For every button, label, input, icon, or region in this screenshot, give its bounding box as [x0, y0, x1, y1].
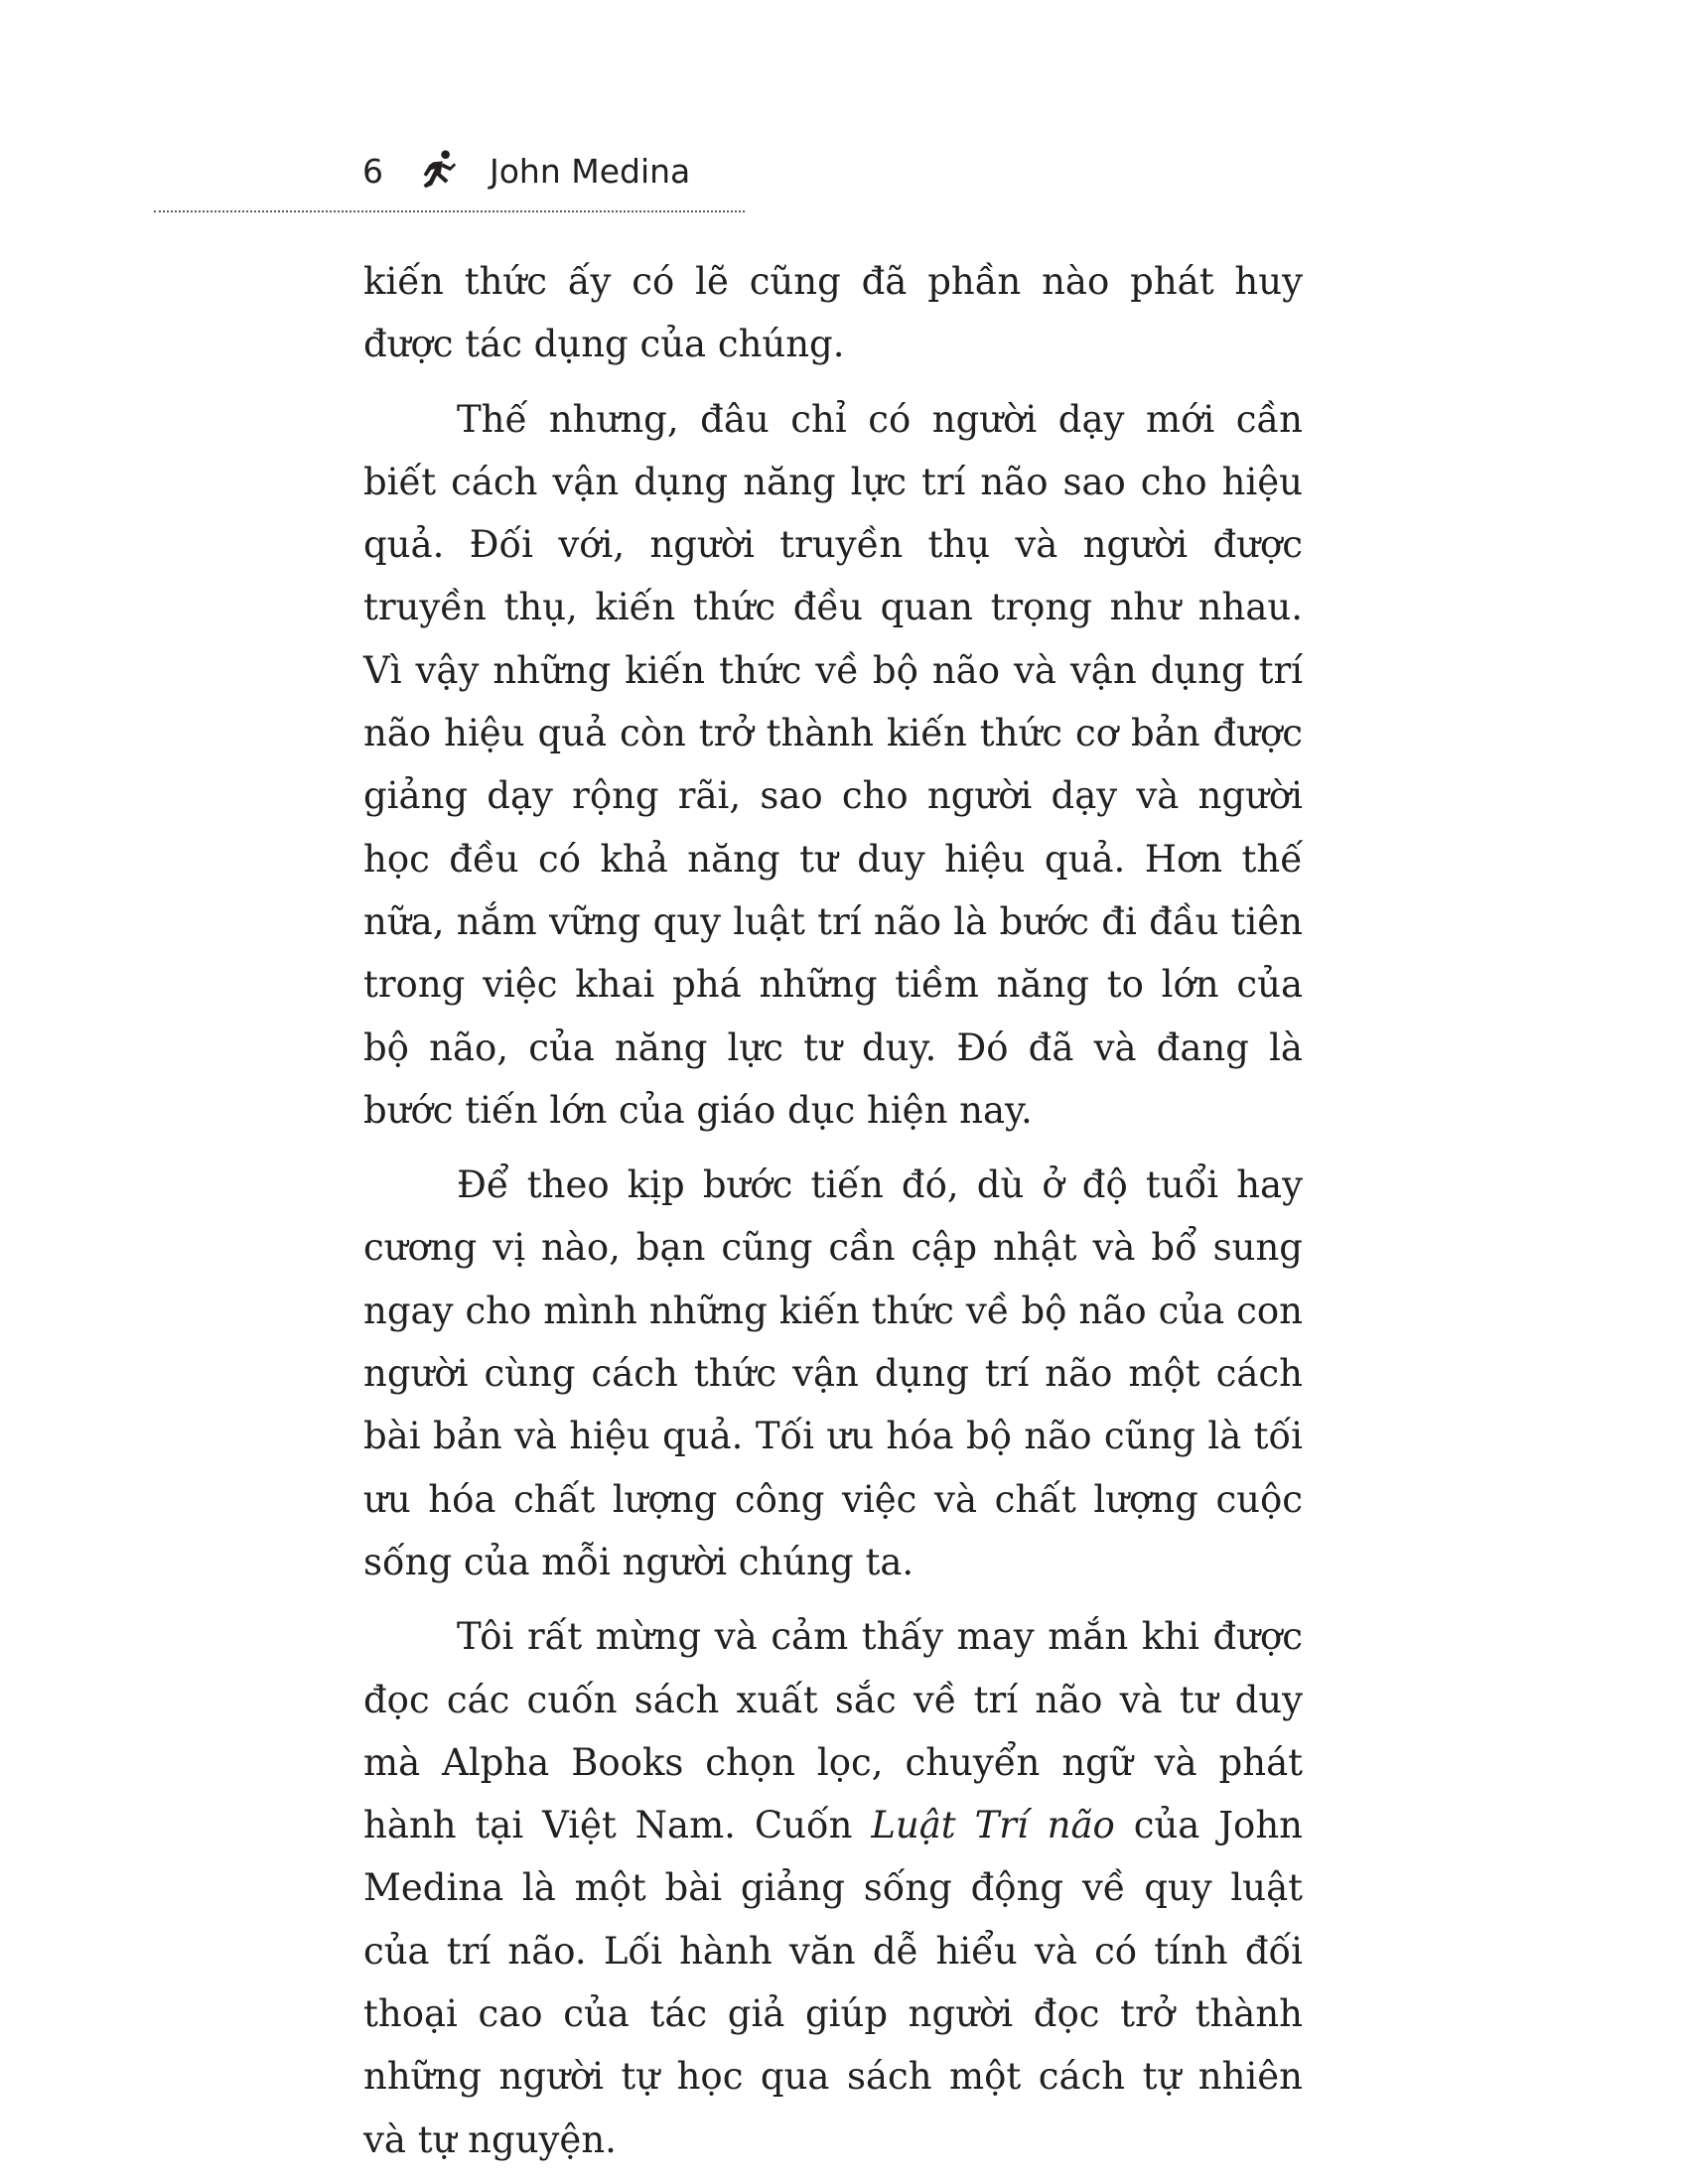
book-title-italic: Luật Trí não: [871, 1804, 1115, 1847]
page-body: [363, 250, 1303, 2183]
paragraph-text-before-title: Tôi rất mừng và cảm thấy may mắn khi được đọc các cuốn sách xuất sắc về trí não và tư duy mà Alpha Books chọn lọc, chuyển ngữ và phát hành tại Việt Nam. Cuốn: [363, 1615, 1303, 1847]
header-dotted-rule: [154, 210, 745, 212]
page-number: 6: [362, 152, 383, 191]
paragraph: Thế nhưng, đâu chỉ có người dạy mới cần biết cách vận dụng năng lực trí não sao cho hiệu quả. Đối với, người truyền thụ và người được truyền thụ, kiến thức đều quan trọng như nhau. Vì vậy những kiến thức về bộ não và vận dụng trí não hiệu quả còn trở thành kiến thức cơ bản được giảng dạy rộng rãi, sao cho người dạy và người học đều có khả năng tư duy hiệu quả. Hơn thế nữa, nắm vững quy luật trí não là bước đi đầu tiên trong việc khai phá những tiềm năng to lớn của bộ não, của năng lực tư duy. Đó đã và đang là bước tiến lớn của giáo dục hiện nay.: [363, 397, 1303, 1132]
paragraph-continued: kiến thức ấy có lẽ cũng đã phần nào phát huy được tác dụng của chúng.: [363, 260, 1303, 366]
running-person-icon: [414, 148, 460, 194]
paragraph: Để theo kịp bước tiến đó, dù ở độ tuổi hay cương vị nào, bạn cũng cần cập nhật và bổ sung ngay cho mình những kiến thức về bộ não của con người cùng cách thức vận dụng trí não một cách bài bản và hiệu quả. Tối ưu hóa bộ não cũng là tối ưu hóa chất lượng công việc và chất lượng cuộc sống của mỗi người chúng ta.: [363, 1163, 1303, 1583]
paragraph-text-after-title: của John Medina là một bài giảng sống động về quy luật của trí não. Lối hành văn dễ hiểu và có tính đối thoại cao của tác giả giúp người đọc trở thành những người tự học qua sách một cách tự nhiên và tự nguyện.: [363, 1804, 1303, 2161]
page-header: [154, 144, 750, 204]
paragraph-with-book-title: [363, 1605, 1303, 2171]
running-head-author: John Medina: [490, 152, 691, 191]
